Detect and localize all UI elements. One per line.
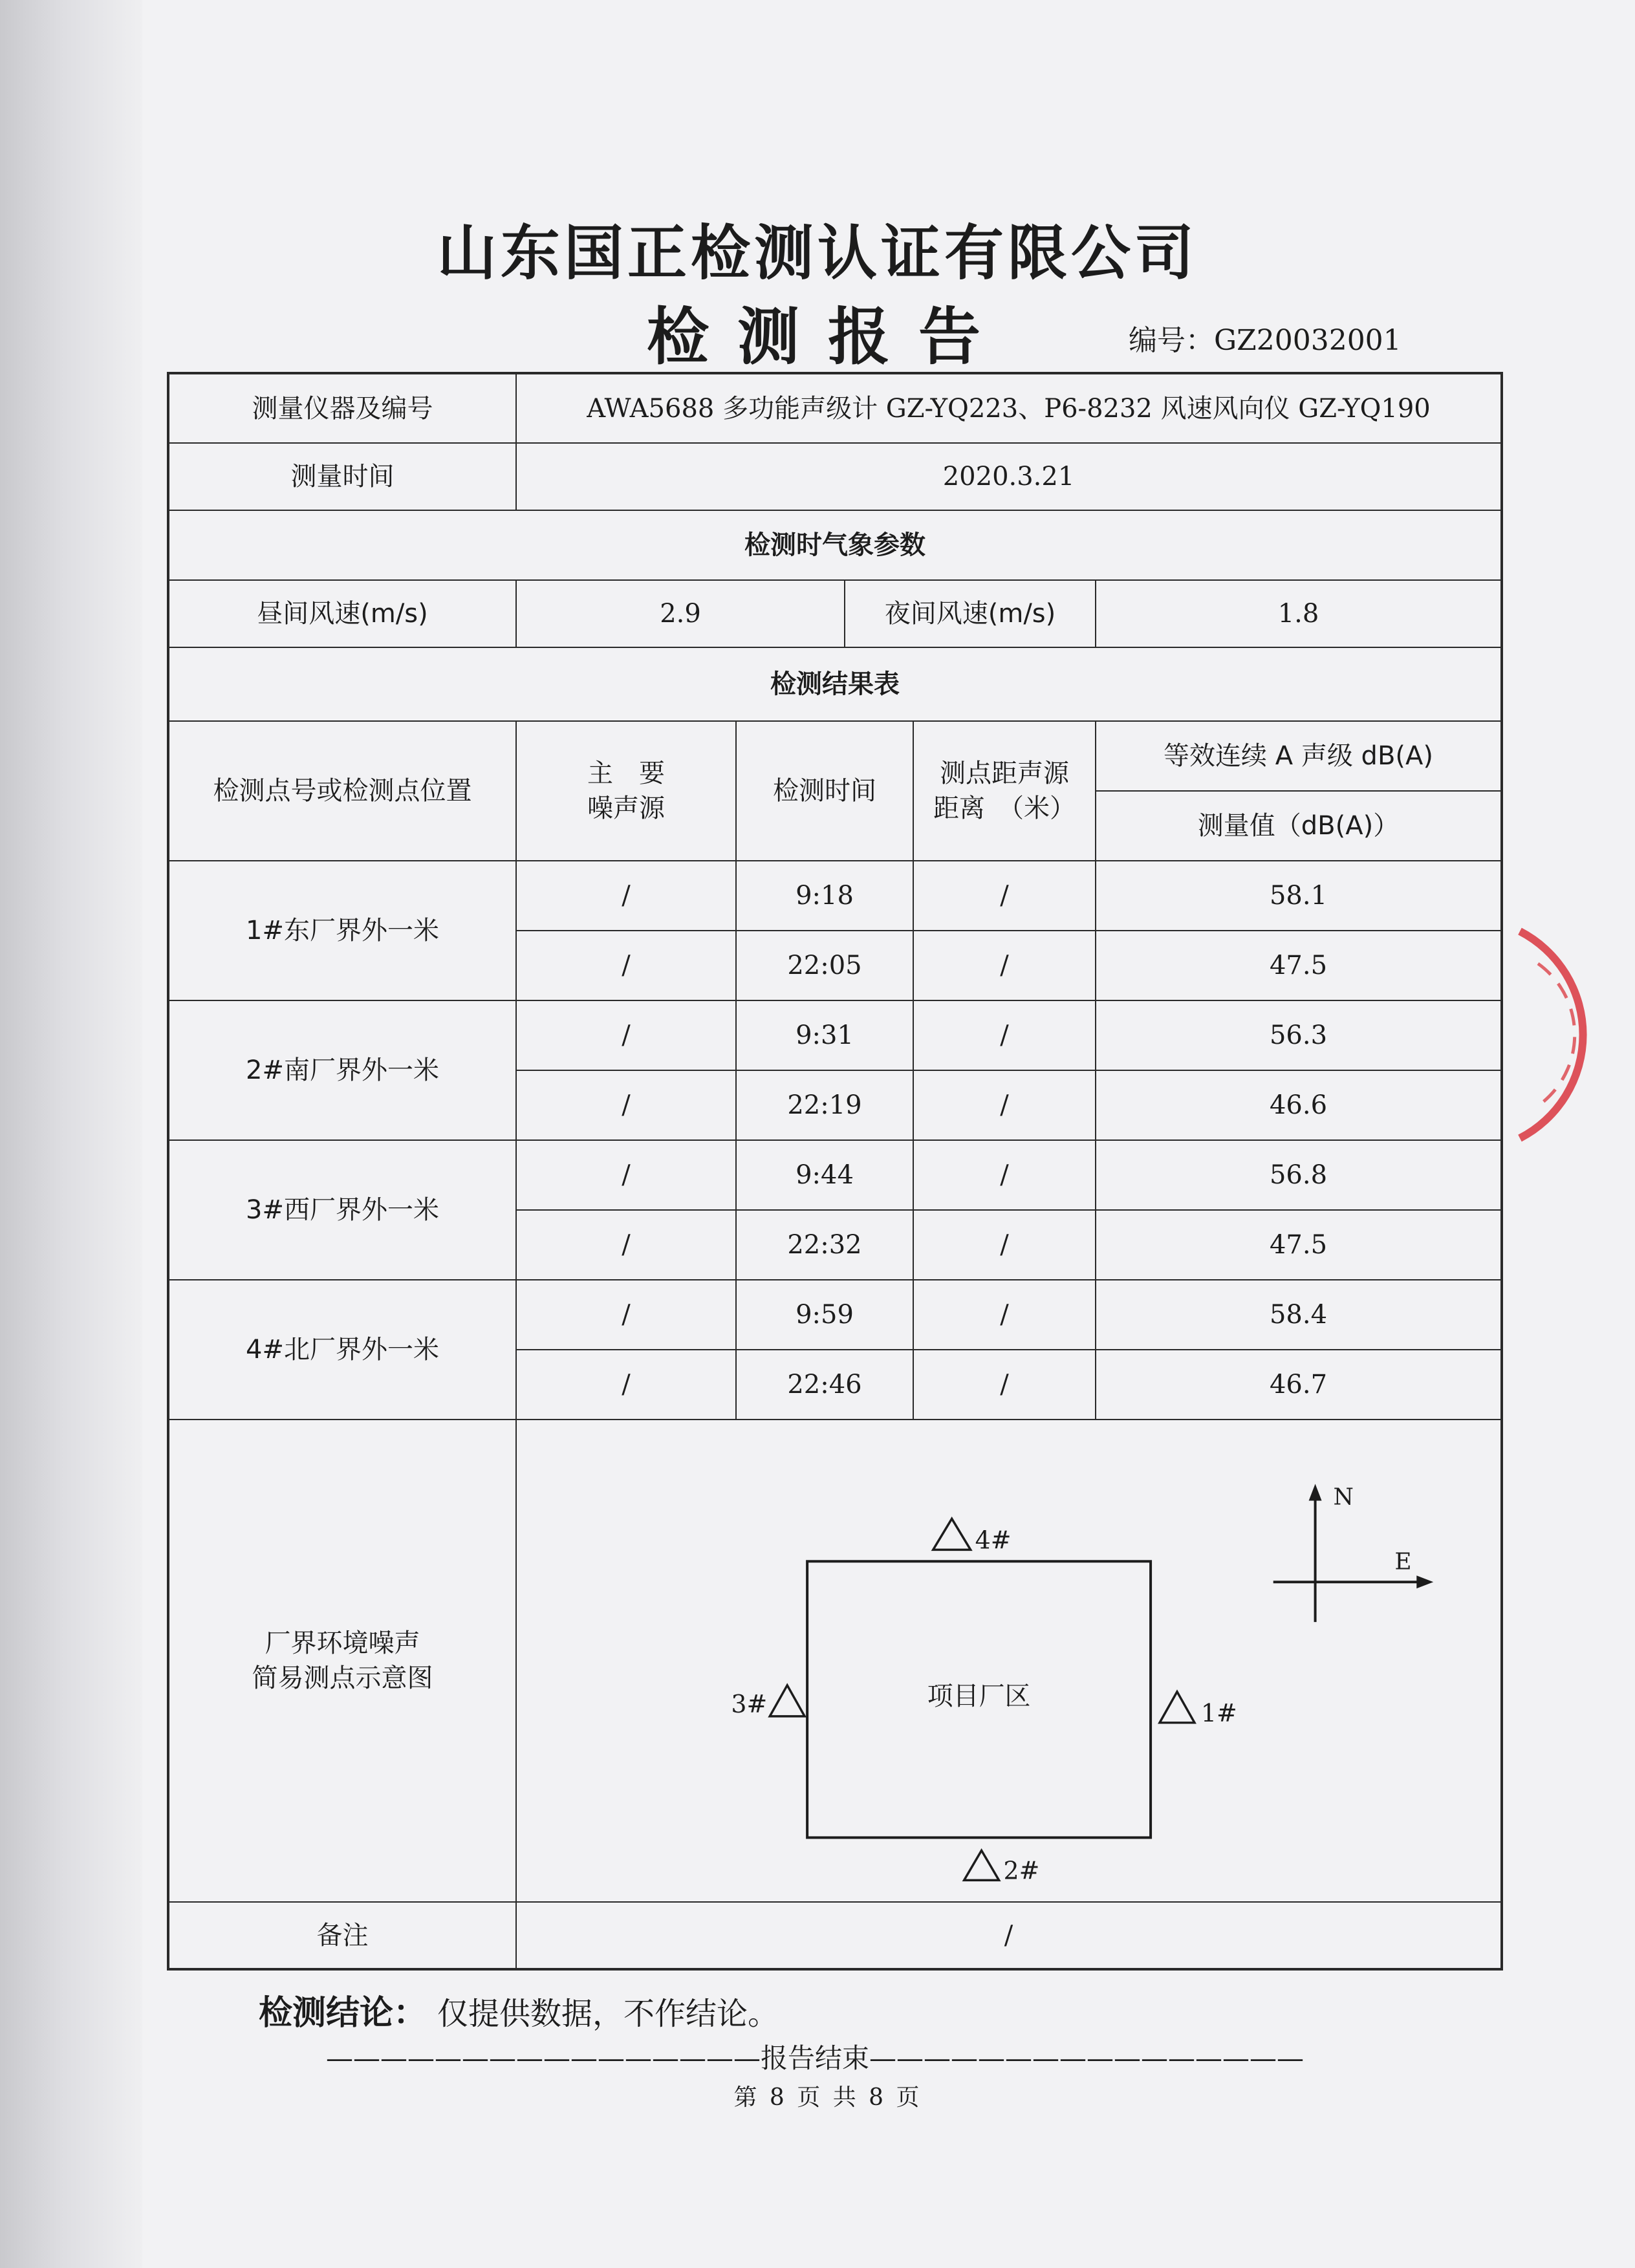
value-cell: 47.5 <box>1096 1210 1502 1280</box>
weather-section-title: 检测时气象参数 <box>168 510 1502 580</box>
diagram-cell <box>516 1420 1502 1902</box>
value-cell: 58.4 <box>1096 1280 1502 1350</box>
marker-4-triangle-icon <box>933 1518 971 1550</box>
distance-cell: / <box>913 1210 1096 1280</box>
page-number: 第 8 页 共 8 页 <box>733 2084 922 2111</box>
marker-3-label: 3# <box>731 1689 768 1718</box>
conclusion <box>259 1985 779 2034</box>
value-cell: 58.1 <box>1096 861 1502 931</box>
source-cell: / <box>516 861 736 931</box>
results-section-title: 检测结果表 <box>168 647 1502 721</box>
diagram-label-line2: 简易测点示意图 <box>252 1663 433 1693</box>
time-cell: 9:59 <box>736 1280 913 1350</box>
point-name: 3#西厂界外一米 <box>168 1140 516 1280</box>
point-name: 4#北厂界外一米 <box>168 1280 516 1420</box>
time-label: 测量时间 <box>168 443 516 510</box>
compass-east-label: E <box>1394 1548 1412 1575</box>
report-number: 编号：GZ20032001 <box>1129 324 1402 357</box>
distance-cell: / <box>913 1280 1096 1350</box>
source-header-line1: 主 要 <box>587 759 665 788</box>
diagram-label-line1: 厂界环境噪声 <box>265 1628 420 1658</box>
measured-header: 测量值（dB(A)） <box>1096 791 1502 861</box>
distance-cell: / <box>913 1350 1096 1420</box>
source-cell: / <box>516 1140 736 1210</box>
time-cell: 9:18 <box>736 861 913 931</box>
source-cell: / <box>516 931 736 1000</box>
east-arrow-icon <box>1416 1575 1433 1588</box>
marker-3-triangle-icon <box>770 1685 805 1716</box>
instrument-value: AWA5688 多功能声级计 GZ-YQ223、P6-8232 风速风向仪 GZ-YQ190 <box>516 373 1502 443</box>
time-value: 2020.3.21 <box>516 443 1502 510</box>
conclusion-label: 检测结论： <box>259 1994 428 2033</box>
source-header <box>516 721 736 861</box>
source-cell: / <box>516 1280 736 1350</box>
source-cell: / <box>516 1210 736 1280</box>
marker-1-label: 1# <box>1200 1698 1237 1727</box>
point-name: 2#南厂界外一米 <box>168 1000 516 1140</box>
distance-header <box>913 721 1096 861</box>
compass-north-label: N <box>1333 1484 1354 1511</box>
distance-cell: / <box>913 931 1096 1000</box>
night-wind-label: 夜间风速(m/s) <box>845 580 1096 647</box>
table-row <box>168 1140 1502 1210</box>
value-cell: 56.8 <box>1096 1140 1502 1210</box>
remarks-value: / <box>516 1902 1502 1969</box>
value-cell: 46.7 <box>1096 1350 1502 1420</box>
table-row <box>168 1000 1502 1070</box>
distance-cell: / <box>913 1070 1096 1140</box>
source-cell: / <box>516 1350 736 1420</box>
conclusion-text: 仅提供数据，不作结论。 <box>437 1996 779 2032</box>
marker-2-triangle-icon <box>964 1850 999 1880</box>
source-header-line2: 噪声源 <box>587 794 665 823</box>
time-cell: 22:19 <box>736 1070 913 1140</box>
day-wind-value: 2.9 <box>516 580 845 647</box>
source-cell: / <box>516 1000 736 1070</box>
diagram-label <box>168 1420 516 1902</box>
instrument-label: 测量仪器及编号 <box>168 373 516 443</box>
site-diagram <box>517 1420 1500 1901</box>
value-cell: 46.6 <box>1096 1070 1502 1140</box>
company-seal-stamp <box>1507 918 1635 1151</box>
distance-header-line1: 测点距声源 <box>940 759 1069 788</box>
marker-2-label: 2# <box>1003 1856 1040 1885</box>
value-cell: 56.3 <box>1096 1000 1502 1070</box>
value-cell: 47.5 <box>1096 931 1502 1000</box>
marker-4-label: 4# <box>975 1526 1012 1555</box>
time-cell: 22:46 <box>736 1350 913 1420</box>
time-cell: 9:44 <box>736 1140 913 1210</box>
time-cell: 22:05 <box>736 931 913 1000</box>
company-name: 山东国正检测认证有限公司 <box>437 218 1198 288</box>
point-name: 1#东厂界外一米 <box>168 861 516 1000</box>
report-title: 检测报告 <box>647 300 1009 373</box>
report-end-line: ————————————————报告结束———————————————— <box>325 2042 1304 2074</box>
time-cell: 22:32 <box>736 1210 913 1280</box>
source-cell: / <box>516 1070 736 1140</box>
table-row <box>168 1280 1502 1350</box>
remarks-label: 备注 <box>168 1902 516 1969</box>
day-wind-label: 昼间风速(m/s) <box>168 580 516 647</box>
distance-cell: / <box>913 1140 1096 1210</box>
table-row <box>168 861 1502 931</box>
distance-header-line2: 距离 （米） <box>933 794 1076 823</box>
point-header: 检测点号或检测点位置 <box>168 721 516 861</box>
marker-1-triangle-icon <box>1160 1692 1195 1723</box>
seal-arc <box>1520 931 1583 1138</box>
distance-cell: / <box>913 1000 1096 1070</box>
project-area-label: 项目厂区 <box>927 1681 1031 1711</box>
night-wind-value: 1.8 <box>1096 580 1502 647</box>
level-header: 等效连续 A 声级 dB(A) <box>1096 721 1502 791</box>
distance-cell: / <box>913 861 1096 931</box>
time-header: 检测时间 <box>736 721 913 861</box>
report-table <box>167 372 1503 1971</box>
time-cell: 9:31 <box>736 1000 913 1070</box>
north-arrow-icon <box>1309 1484 1322 1501</box>
